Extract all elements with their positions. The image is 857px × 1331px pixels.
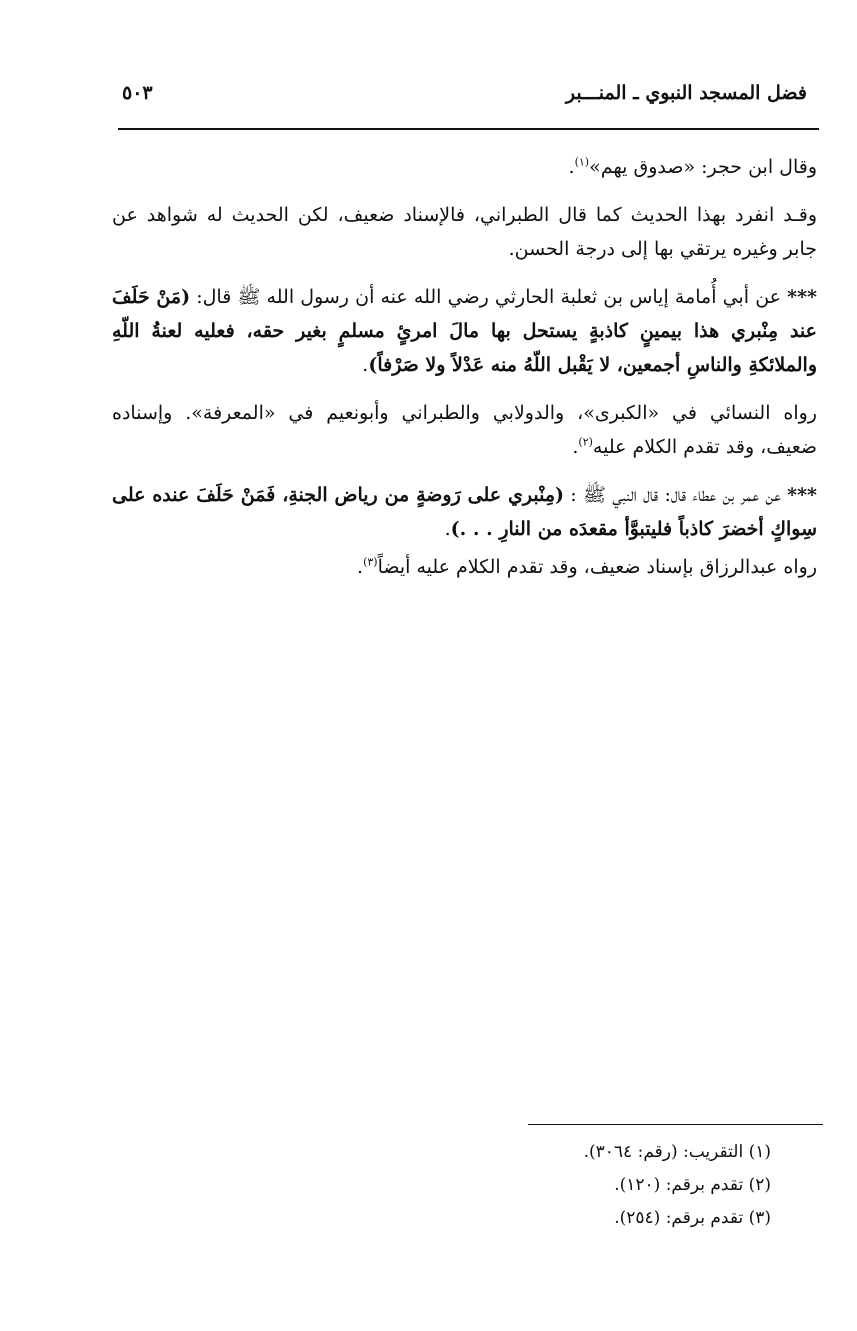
stars-marker: *** <box>787 484 817 506</box>
main-text <box>112 150 817 598</box>
footnote-1: (١) التقريب: (رقم: ٣٠٦٤). <box>583 1142 771 1162</box>
header-divider <box>118 128 819 130</box>
hadith-intro: عن عمر بن عطاء قال: قال النبي ﷺ : <box>564 484 788 506</box>
paragraph-end: . <box>362 354 369 376</box>
paragraph-end: . <box>357 556 364 578</box>
paragraph-ibn-hajar <box>112 150 817 184</box>
paragraph-text: وقـد انفرد بهذا الحديث كما قال الطبراني، فالإسناد ضعيف، لكن الحديث له شواهد عن جابر وغيره يرتقي بها إلى درجة الحسن. <box>112 204 817 260</box>
paragraph-text: وقال ابن حجر: «صدوق يهم» <box>589 156 817 178</box>
paragraph-end: . <box>568 156 575 178</box>
stars-marker: *** <box>787 286 817 308</box>
paragraph-text: رواه النسائي في «الكبرى»، والدولابي والطبراني وأبونعيم في «المعرفة». وإسناده ضعيف، وقد تقدم الكلام عليه <box>112 402 817 458</box>
footnote-ref-3[interactable]: (٣) <box>363 555 378 569</box>
hadith-quote: (مَنْ حَلَفَ عند مِنْبري هذا بيمينٍ كاذبةٍ يستحل بها مالَ امرئٍ مسلمٍ بغير حقه، فعليه لعنةُ اللّهِ والملائكةِ والناسِ أجمعين، لا يَقْبل اللّهُ منه عَدْلاً ولا صَرْفاً) <box>112 286 817 376</box>
paragraph-tabarani <box>112 198 817 266</box>
paragraph-text: رواه عبدالرزاق بإسناد ضعيف، وقد تقدم الكلام عليه أيضاً <box>377 556 817 578</box>
footnote-ref-2[interactable]: (٢) <box>578 435 593 449</box>
footnote-3: (٣) تقدم برقم: (٢٥٤). <box>614 1208 771 1228</box>
page-number: ٥٠٣ <box>122 82 153 104</box>
footnote-2: (٢) تقدم برقم: (١٢٠). <box>614 1175 771 1195</box>
footnote-divider <box>528 1124 823 1125</box>
running-header-title: فضل المسجد النبوي ـ المنـــبر <box>565 82 807 104</box>
footnotes <box>584 1136 771 1235</box>
paragraph-abdulrazzaq <box>112 550 817 584</box>
hadith-umar-ibn-ata <box>112 478 817 546</box>
hadith-intro: عن أبي أُمامة إياس بن ثعلبة الحارثي رضي الله عنه أن رسول الله ﷺ قال: <box>190 286 788 308</box>
footnote-ref-1[interactable]: (١) <box>574 155 590 169</box>
paragraph-end: . <box>444 518 451 540</box>
paragraph-nasai <box>112 396 817 464</box>
hadith-abu-umama <box>112 280 817 382</box>
hadith-quote: (مِنْبري على رَوضةٍ من رياض الجنةِ، فَمَنْ حَلَفَ عنده على سِواكٍ أخضرَ كاذباً فليتبوَّأ مقعدَه من النارِ . . .) <box>112 484 817 540</box>
paragraph-end: . <box>572 436 579 458</box>
